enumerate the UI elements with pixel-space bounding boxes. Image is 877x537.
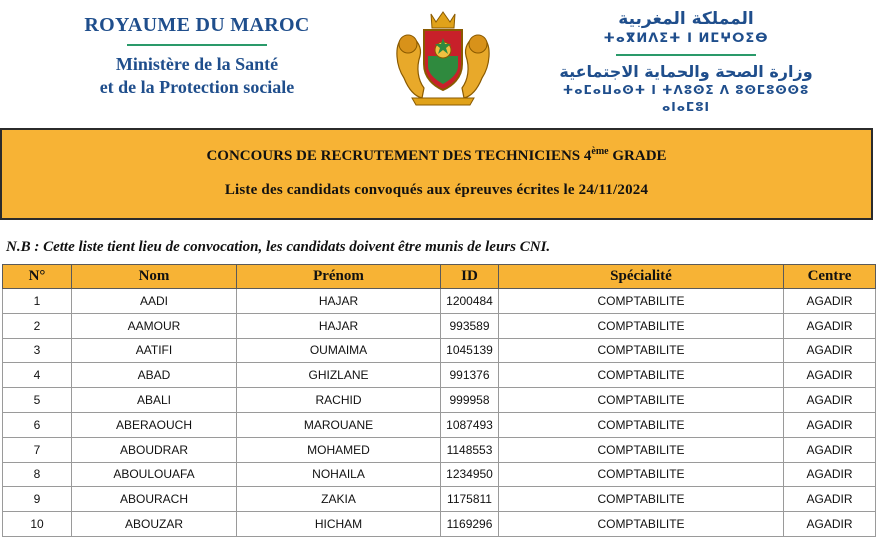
table-row [3, 487, 876, 512]
cell-specialty: COMPTABILITE [499, 338, 784, 363]
cell-specialty: COMPTABILITE [499, 388, 784, 413]
cell-first-name: GHIZLANE [237, 363, 441, 388]
notice-text: N.B : Cette liste tient lieu de convocation, les candidats doivent être munis de leurs CNI. [6, 239, 551, 255]
cell-first-name: NOHAILA [237, 462, 441, 487]
cell-center: AGADIR [784, 363, 876, 388]
title-grade-text: GRADE [608, 148, 667, 164]
cell-number: 3 [3, 338, 72, 363]
cell-id: 1200484 [441, 289, 499, 314]
cell-id: 1045139 [441, 338, 499, 363]
cell-id: 1169296 [441, 512, 499, 537]
cell-first-name: OUMAIMA [237, 338, 441, 363]
table-row [3, 388, 876, 413]
cell-specialty: COMPTABILITE [499, 412, 784, 437]
coat-of-arms-icon [388, 8, 498, 108]
table-row [3, 289, 876, 314]
title-banner [0, 128, 873, 220]
cell-first-name: ZAKIA [237, 487, 441, 512]
column-header-last-name: Nom [72, 265, 237, 289]
table-row [3, 412, 876, 437]
cell-center: AGADIR [784, 388, 876, 413]
cell-id: 993589 [441, 313, 499, 338]
cell-center: AGADIR [784, 462, 876, 487]
table-header-row [3, 265, 876, 289]
header-divider-ar [616, 54, 756, 56]
cell-center: AGADIR [784, 313, 876, 338]
cell-first-name: RACHID [237, 388, 441, 413]
cell-specialty: COMPTABILITE [499, 487, 784, 512]
cell-last-name: AATIFI [72, 338, 237, 363]
cell-number: 7 [3, 437, 72, 462]
cell-specialty: COMPTABILITE [499, 462, 784, 487]
cell-id: 1234950 [441, 462, 499, 487]
cell-center: AGADIR [784, 289, 876, 314]
cell-number: 5 [3, 388, 72, 413]
cell-center: AGADIR [784, 437, 876, 462]
cell-last-name: ABOUDRAR [72, 437, 237, 462]
cell-last-name: ABOUZAR [72, 512, 237, 537]
cell-number: 8 [3, 462, 72, 487]
cell-specialty: COMPTABILITE [499, 363, 784, 388]
ministry-name-tifinagh: ⵜⴰⵎⴰⵡⴰⵙⵜ ⵏ ⵜⴷⵓⵙⵉ ⴷ ⵓⵙⵎⵓⵙⵙⵓ ⴰⵏⴰⵎⵓⵏ [562, 83, 810, 114]
table-row [3, 313, 876, 338]
cell-center: AGADIR [784, 338, 876, 363]
cell-specialty: COMPTABILITE [499, 313, 784, 338]
column-header-first-name: Prénom [237, 265, 441, 289]
table-row [3, 437, 876, 462]
cell-last-name: ABALI [72, 388, 237, 413]
cell-first-name: HAJAR [237, 289, 441, 314]
cell-number: 4 [3, 363, 72, 388]
cell-last-name: ABOURACH [72, 487, 237, 512]
cell-last-name: AAMOUR [72, 313, 237, 338]
cell-first-name: MOHAMED [237, 437, 441, 462]
kingdom-name-tifinagh: ⵜⴰⴳⵍⴷⵉⵜ ⵏ ⵍⵎⵖⵔⵉⴱ [603, 31, 769, 46]
cell-center: AGADIR [784, 512, 876, 537]
document-subtitle: Liste des candidats convoqués aux épreuves écrites le 24/11/2024 [224, 182, 649, 198]
document-title [2, 146, 871, 165]
ministry-name-fr-line1: Ministère de la Santé [115, 54, 279, 74]
ministry-name-fr-line2: et de la Protection sociale [99, 77, 295, 97]
cell-first-name: HICHAM [237, 512, 441, 537]
table-row [3, 363, 876, 388]
cell-number: 2 [3, 313, 72, 338]
cell-last-name: ABAD [72, 363, 237, 388]
cell-first-name: HAJAR [237, 313, 441, 338]
cell-first-name: MAROUANE [237, 412, 441, 437]
cell-specialty: COMPTABILITE [499, 512, 784, 537]
cell-id: 999958 [441, 388, 499, 413]
cell-id: 1175811 [441, 487, 499, 512]
title-superscript: ème [591, 146, 609, 157]
cell-center: AGADIR [784, 412, 876, 437]
ministry-name-ar: وزارة الصحة والحماية الاجتماعية [559, 62, 813, 81]
cell-number: 9 [3, 487, 72, 512]
table-row [3, 462, 876, 487]
kingdom-name-ar: المملكة المغربية [618, 9, 754, 29]
header-divider [127, 44, 267, 46]
cell-last-name: ABOULOUAFA [72, 462, 237, 487]
cell-last-name: AADI [72, 289, 237, 314]
kingdom-name-fr: ROYAUME DU MAROC [84, 14, 310, 36]
cell-id: 991376 [441, 363, 499, 388]
cell-number: 6 [3, 412, 72, 437]
cell-number: 1 [3, 289, 72, 314]
title-main-text: CONCOURS DE RECRUTEMENT DES TECHNICIENS 4 [206, 148, 592, 164]
cell-specialty: COMPTABILITE [499, 289, 784, 314]
cell-number: 10 [3, 512, 72, 537]
header-arabic-block [555, 8, 817, 116]
header-french-block [62, 14, 332, 99]
cell-last-name: ABERAOUCH [72, 412, 237, 437]
cell-center: AGADIR [784, 487, 876, 512]
table-row [3, 338, 876, 363]
table-row [3, 512, 876, 537]
candidates-table [2, 264, 876, 537]
column-header-specialty: Spécialité [499, 265, 784, 289]
cell-id: 1148553 [441, 437, 499, 462]
column-header-id: ID [441, 265, 499, 289]
cell-id: 1087493 [441, 412, 499, 437]
cell-specialty: COMPTABILITE [499, 437, 784, 462]
column-header-center: Centre [784, 265, 876, 289]
column-header-number: N° [3, 265, 72, 289]
